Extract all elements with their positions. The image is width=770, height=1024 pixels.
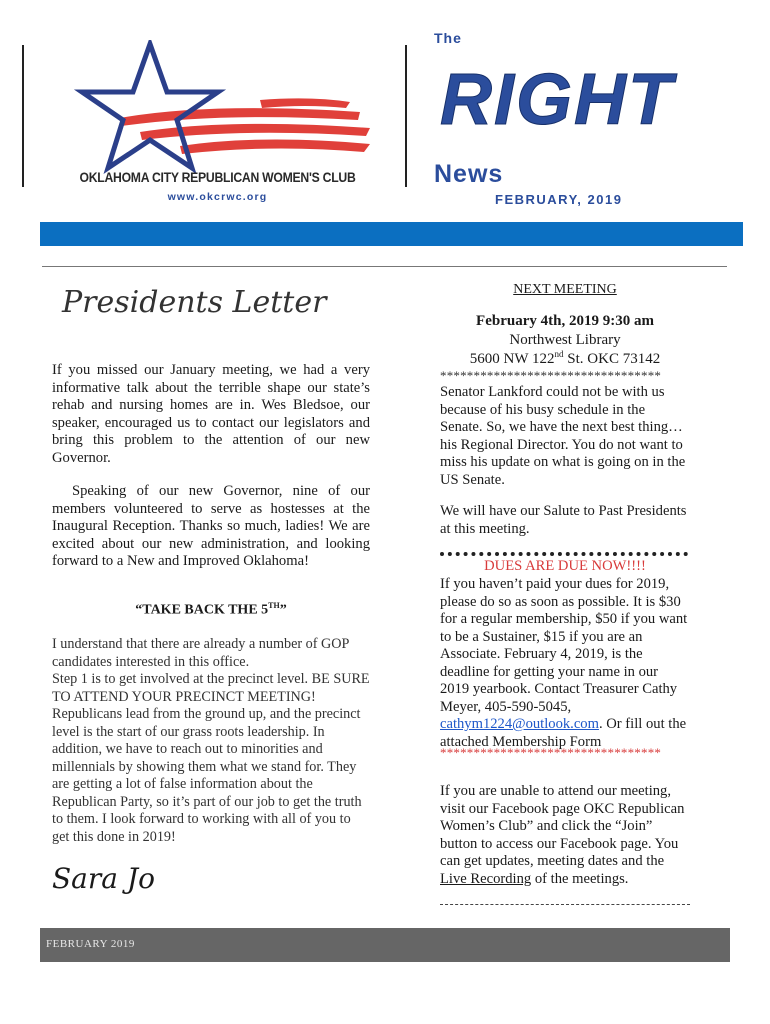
star-and-stripes-logo-icon xyxy=(70,40,390,180)
meeting-address xyxy=(440,349,690,368)
masthead-the: The xyxy=(434,30,462,46)
take-back-heading xyxy=(52,601,370,619)
dotted-divider xyxy=(440,552,688,556)
presidents-letter-paragraph-1: If you missed our January meeting, we had a very informative talk about the terrible shape our state’s rehab and nursing homes are in. Wes Bledsoe, our speaker, encouraged us to contact our legislators and bring this problem to the attention of our new Governor. xyxy=(52,362,370,466)
presidents-letter-title: Presidents Letter xyxy=(62,285,327,320)
presidents-letter-paragraph-3: I understand that there are already a number of GOP candidates interested in this office. Step 1 is to get involved at the precinct level. BE SURE TO ATTEND YOUR PRECINCT MEETING! Republicans lead from the ground up, and the precinct level is the start of our grass roots leadership. In addition, we have to reach out to minorities and millennials by showing them what we stand for. They are getting a lot of false information about the Republican Party, so it’s part of our job to get the truth to them. I look forward to working with all of you to get this done in 2019! xyxy=(52,636,370,845)
facebook-text-after: of the meetings. xyxy=(531,870,629,887)
signature: Sara Jo xyxy=(52,862,155,895)
meeting-paragraph-2: We will have our Salute to Past Presidents at this meeting. xyxy=(440,503,687,537)
take-back-sup: TH xyxy=(268,601,280,610)
footer-text: FEBRUARY 2019 xyxy=(46,938,135,950)
header-divider xyxy=(405,45,407,187)
dues-paragraph xyxy=(440,576,690,751)
dashed-divider xyxy=(440,904,690,905)
club-website-link[interactable]: www.okcrwc.org xyxy=(167,191,268,203)
next-meeting-heading: NEXT MEETING xyxy=(513,282,617,297)
meeting-date-time: February 4th, 2019 9:30 am xyxy=(476,313,654,329)
dues-text-after: . Or fill out the attached Membership Form xyxy=(440,716,687,750)
address-post: St. OKC 73142 xyxy=(563,351,661,367)
header-rule xyxy=(42,266,727,267)
take-back-main: “TAKE BACK THE 5 xyxy=(135,602,269,618)
address-pre: 5600 NW 122 xyxy=(469,351,555,367)
facebook-text-before: If you are unable to attend our meeting, visit our Facebook page OKC Republican Women’s Club” and click the “Join” button to access our Facebook page. You can get updates, meeting dates and the xyxy=(440,783,685,869)
issue-date: FEBRUARY, 2019 xyxy=(495,192,623,207)
masthead-right: RIGHT xyxy=(440,60,674,140)
footer-bar xyxy=(40,928,730,962)
meeting-place: Northwest Library xyxy=(509,332,621,348)
club-name: OKLAHOMA CITY REPUBLICAN WOMEN'S CLUB xyxy=(79,170,356,186)
header-blue-band xyxy=(40,222,743,246)
star-divider: ********************************* xyxy=(440,368,662,383)
live-recording-link[interactable]: Live Recording xyxy=(440,870,532,887)
red-star-divider: ********************************* xyxy=(440,745,662,760)
dues-heading: DUES ARE DUE NOW!!!! xyxy=(484,558,646,574)
meeting-paragraph-1: Senator Lankford could not be with us because of his busy schedule in the Senate. So, we have the next best thing…his Regional Director. You do not want to miss his update on what is going on in the US Senate. xyxy=(440,384,686,488)
address-sup: nd xyxy=(554,349,564,359)
facebook-paragraph xyxy=(440,783,690,888)
dues-text-before: If you haven’t paid your dues for 2019, please do so as soon as possible. It is $30 for a regular membership, $50 if you want to be a Sustainer, $15 if you are an Associate. February 4, 2019, is the deadline for getting your name in our 2019 yearbook. Contact Treasurer Cathy Meyer, 405-590-5045, xyxy=(440,576,688,715)
masthead-news: News xyxy=(434,160,504,188)
presidents-letter-paragraph-2: Speaking of our new Governor, nine of our members volunteered to serve as hostesses at the Inaugural Reception. Thanks so much, ladies! We are excited about our new administration, and looking forward to a New and Improved Oklahoma! xyxy=(52,483,370,569)
header-left-rule xyxy=(22,45,24,187)
take-back-end: ” xyxy=(279,602,287,618)
treasurer-email-link[interactable]: cathym1224@outlook.com xyxy=(440,716,599,732)
